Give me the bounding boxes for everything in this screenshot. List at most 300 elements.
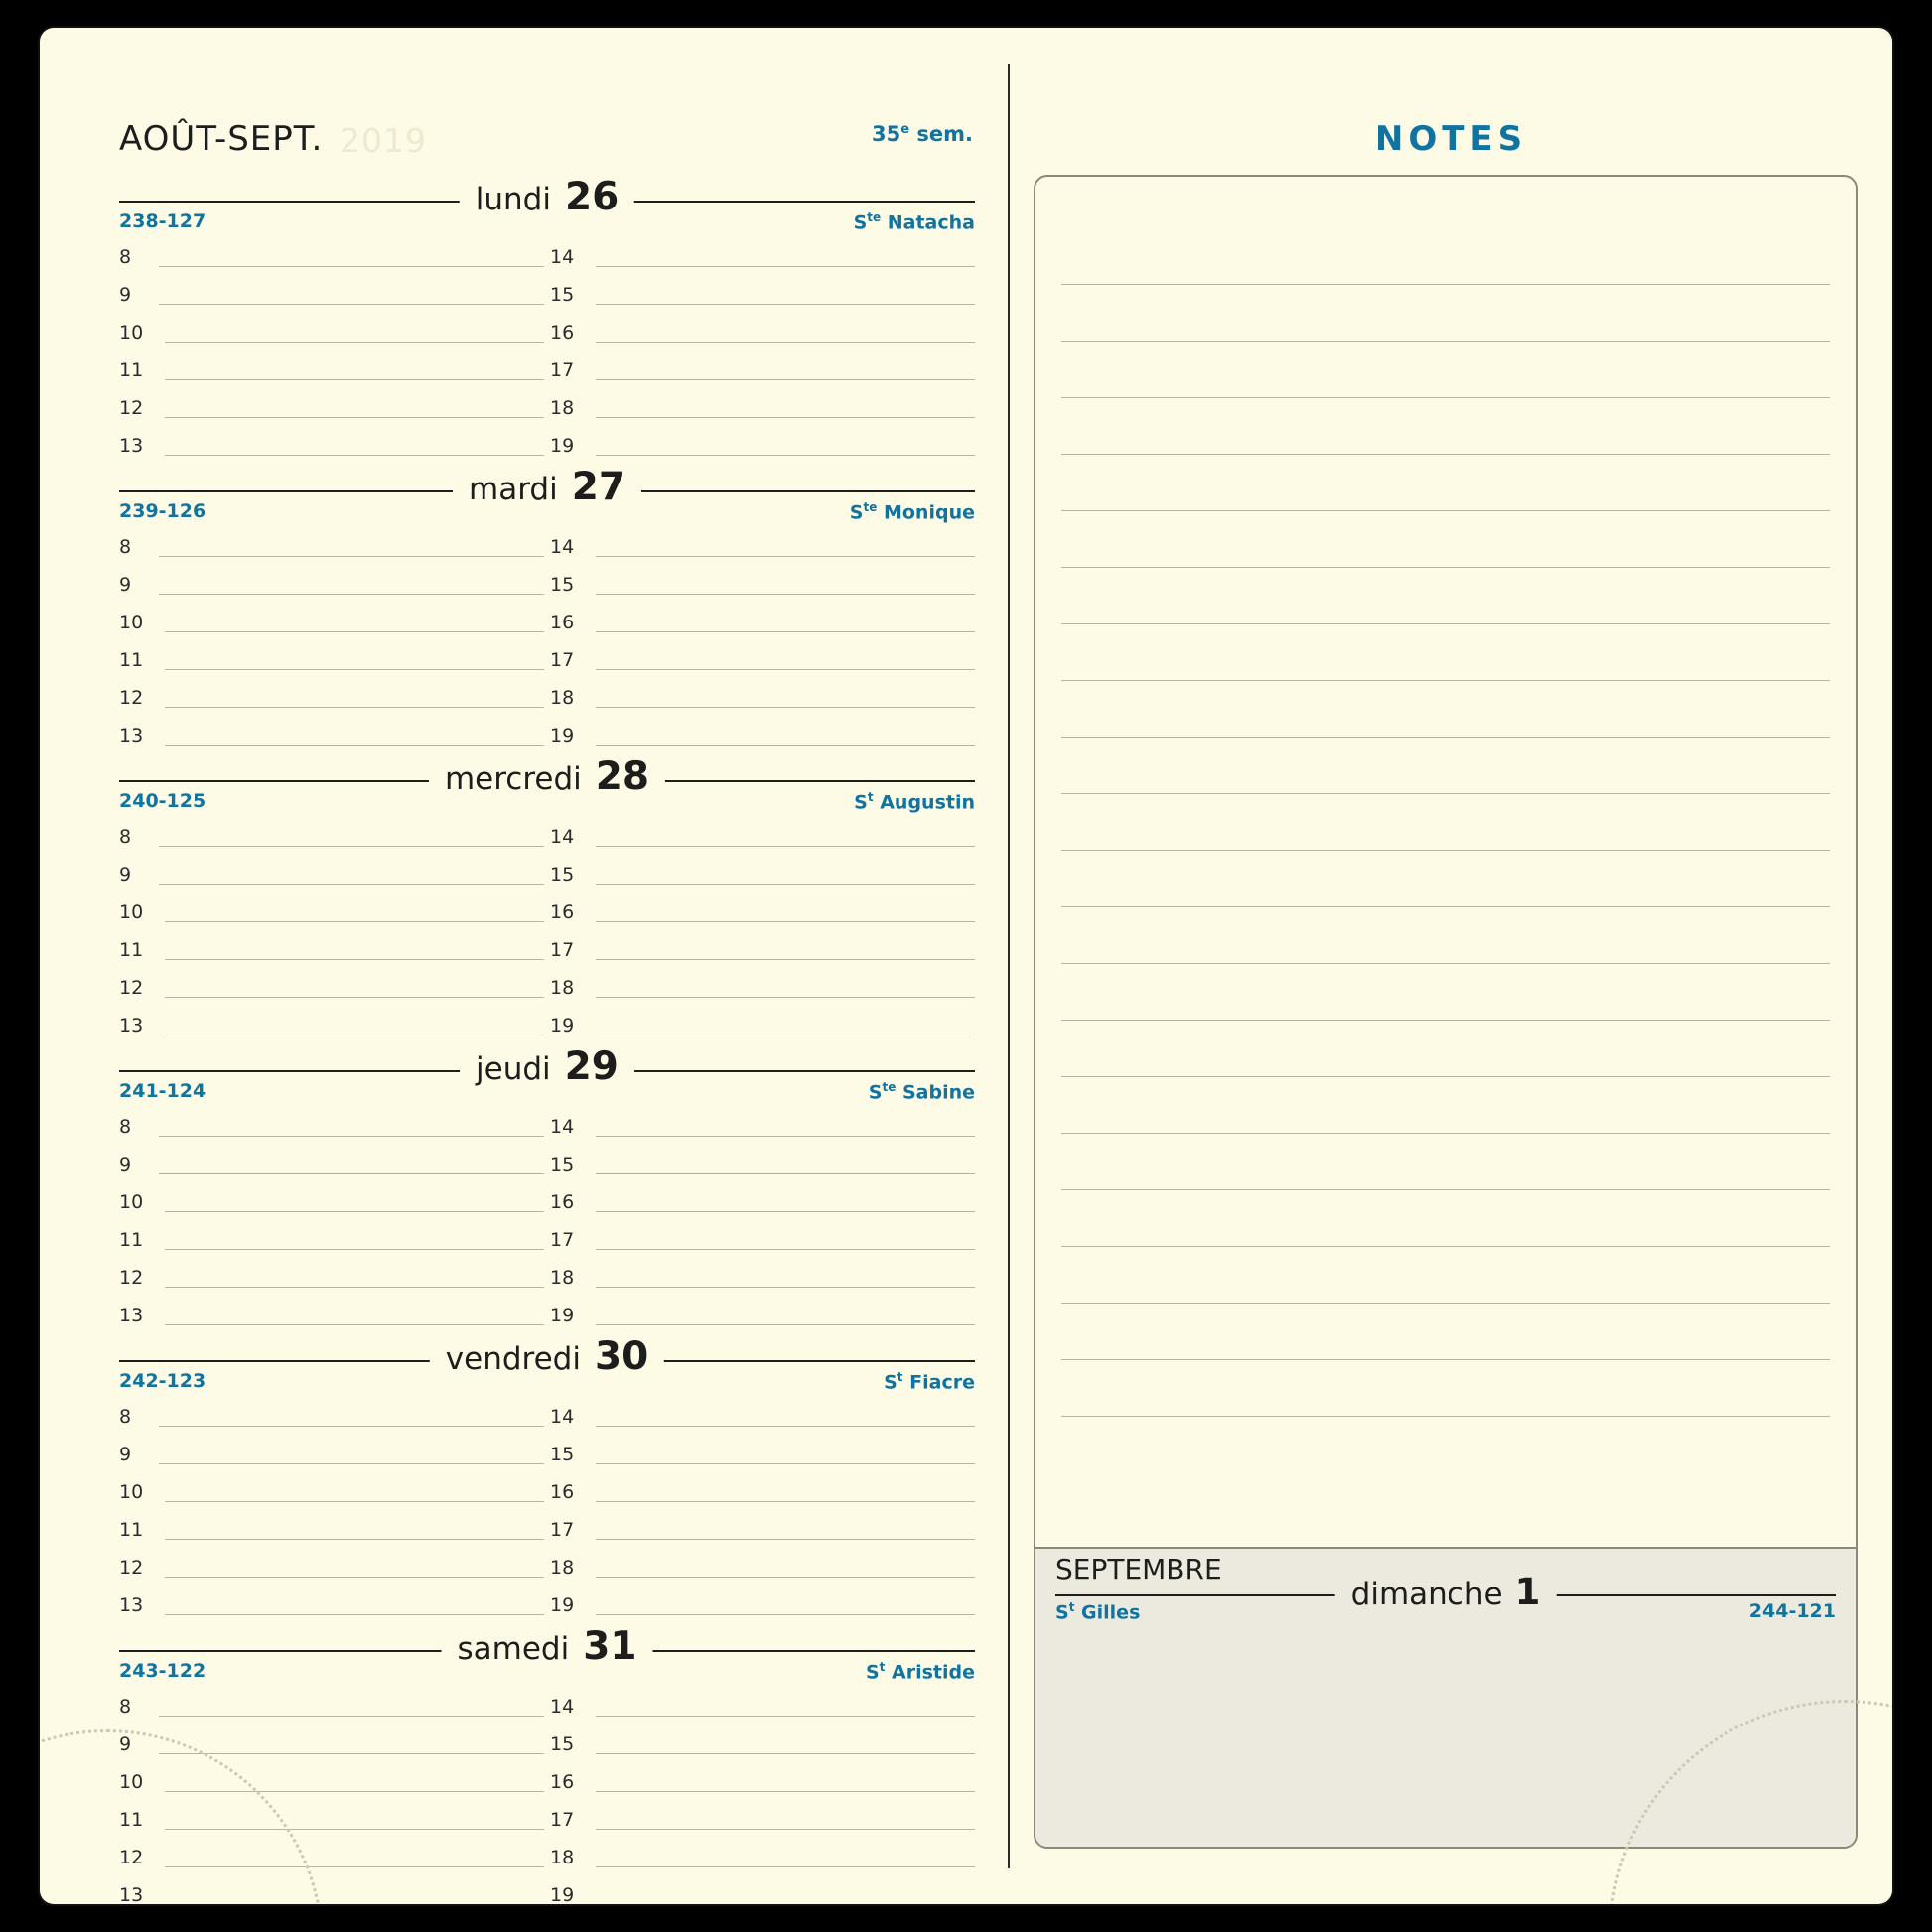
- hour-label: 10: [119, 322, 144, 344]
- week-number-text: 35e sem.: [872, 122, 973, 146]
- hour-row[interactable]: [550, 967, 975, 1005]
- hour-writing-line[interactable]: [159, 556, 544, 557]
- notes-line[interactable]: [1061, 681, 1830, 738]
- hour-writing-line[interactable]: [159, 1426, 544, 1427]
- hour-writing-line[interactable]: [159, 846, 544, 847]
- hour-writing-line[interactable]: [165, 1211, 544, 1212]
- hour-writing-line[interactable]: [596, 1577, 975, 1578]
- hour-row[interactable]: [119, 236, 544, 274]
- hour-label: 18: [550, 1557, 575, 1579]
- hour-row[interactable]: [119, 1837, 544, 1874]
- hour-writing-line[interactable]: [165, 1614, 544, 1615]
- notes-line[interactable]: [1061, 511, 1830, 568]
- hour-row[interactable]: [550, 425, 975, 463]
- hour-label: 16: [550, 1771, 575, 1793]
- hour-row[interactable]: [550, 236, 975, 274]
- day-header: [119, 1334, 975, 1394]
- notes-line[interactable]: [1061, 1021, 1830, 1077]
- day-number: 31: [583, 1624, 637, 1669]
- day-saint: [850, 500, 975, 523]
- saint-name: Augustin: [873, 791, 975, 814]
- hour-writing-line[interactable]: [165, 379, 544, 380]
- hour-row[interactable]: [119, 1295, 544, 1332]
- hour-label: 8: [119, 1406, 132, 1428]
- hour-label: 19: [550, 1015, 575, 1036]
- hour-writing-line[interactable]: [165, 1539, 544, 1540]
- hour-row[interactable]: [550, 274, 975, 312]
- hour-label: 8: [119, 1696, 132, 1718]
- notes-line[interactable]: [1061, 624, 1830, 681]
- hour-writing-line[interactable]: [159, 1753, 544, 1754]
- hour-label: 9: [119, 1733, 132, 1755]
- day-name: samedi: [457, 1631, 570, 1667]
- hour-label: 15: [550, 864, 575, 886]
- hour-writing-line[interactable]: [596, 556, 975, 557]
- hour-label: 8: [119, 826, 132, 848]
- notes-line[interactable]: [1061, 455, 1830, 511]
- hour-row[interactable]: [119, 1874, 544, 1904]
- notes-line[interactable]: [1061, 1134, 1830, 1190]
- hour-label: 11: [119, 1229, 144, 1251]
- saint-name: Aristide: [885, 1661, 975, 1684]
- hour-row[interactable]: [550, 1761, 975, 1799]
- notes-line[interactable]: [1061, 851, 1830, 907]
- hour-label: 16: [550, 1191, 575, 1213]
- saint-prefix: S: [884, 1371, 897, 1394]
- hour-column-right: [550, 1396, 975, 1622]
- hour-writing-line[interactable]: [596, 1463, 975, 1464]
- month-title: AOÛT-SEPT.: [119, 119, 324, 159]
- hour-writing-line[interactable]: [165, 455, 544, 456]
- day-header: [119, 465, 975, 524]
- hour-label: 18: [550, 397, 575, 419]
- day-block: [119, 1334, 975, 1616]
- notes-line[interactable]: [1061, 1190, 1830, 1247]
- day-name-wrap: [460, 175, 634, 219]
- hour-label: 17: [550, 939, 575, 961]
- hour-row[interactable]: [550, 854, 975, 892]
- hour-row[interactable]: [550, 312, 975, 349]
- hour-row[interactable]: [550, 1144, 975, 1181]
- hour-writing-line[interactable]: [159, 1173, 544, 1174]
- hour-row[interactable]: [550, 1106, 975, 1144]
- hour-label: 11: [119, 649, 144, 671]
- day-saint: [854, 790, 975, 813]
- hour-row[interactable]: [550, 892, 975, 929]
- hour-row[interactable]: [550, 1874, 975, 1904]
- hour-label: 12: [119, 687, 144, 709]
- hour-row[interactable]: [550, 602, 975, 639]
- hour-row[interactable]: [119, 1106, 544, 1144]
- hour-label: 14: [550, 1696, 575, 1718]
- day-code: 243-122: [119, 1660, 207, 1682]
- hour-writing-line[interactable]: [165, 631, 544, 632]
- hour-label: 19: [550, 725, 575, 747]
- hour-label: 11: [119, 1809, 144, 1831]
- sunday-name: dimanche: [1350, 1577, 1503, 1612]
- notes-line[interactable]: [1061, 228, 1830, 285]
- hour-label: 12: [119, 1267, 144, 1289]
- saint-name: Natacha: [881, 211, 975, 234]
- day-name-wrap: [460, 1044, 634, 1089]
- day-saint: [884, 1370, 975, 1393]
- day-saint: [854, 210, 975, 233]
- hour-writing-line[interactable]: [159, 304, 544, 305]
- hour-writing-line[interactable]: [596, 304, 975, 305]
- hour-row[interactable]: [119, 425, 544, 463]
- hour-writing-line[interactable]: [159, 594, 544, 595]
- hour-label: 15: [550, 1444, 575, 1465]
- hour-row[interactable]: [119, 1219, 544, 1257]
- notes-lines[interactable]: [1061, 228, 1830, 1417]
- hour-row[interactable]: [119, 967, 544, 1005]
- hour-writing-line[interactable]: [165, 997, 544, 998]
- hour-writing-line[interactable]: [596, 1249, 975, 1250]
- hour-writing-line[interactable]: [165, 1866, 544, 1867]
- hour-row[interactable]: [119, 1585, 544, 1622]
- day-header: [119, 755, 975, 814]
- hour-writing-line[interactable]: [596, 1173, 975, 1174]
- day-name: mardi: [469, 472, 558, 507]
- hour-row[interactable]: [550, 349, 975, 387]
- hour-label: 17: [550, 1809, 575, 1831]
- notes-box[interactable]: [1034, 175, 1858, 1849]
- right-page: [1010, 28, 1892, 1904]
- day-block: [119, 1044, 975, 1326]
- notes-line[interactable]: [1061, 1077, 1830, 1134]
- day-code: 239-126: [119, 500, 207, 522]
- hour-label: 13: [119, 1884, 144, 1904]
- saint-prefix: S: [865, 1661, 880, 1684]
- day-number: 26: [564, 175, 620, 219]
- hour-label: 11: [119, 359, 144, 381]
- hour-row[interactable]: [119, 1547, 544, 1585]
- hour-writing-line[interactable]: [159, 1716, 544, 1717]
- hour-label: 13: [119, 1594, 144, 1616]
- sunday-name-wrap: [1335, 1571, 1557, 1613]
- hour-writing-line[interactable]: [596, 669, 975, 670]
- left-page: [40, 28, 1008, 1904]
- hour-label: 10: [119, 1191, 144, 1213]
- hour-row[interactable]: [119, 526, 544, 564]
- hour-writing-line[interactable]: [596, 1426, 975, 1427]
- hour-row[interactable]: [119, 1396, 544, 1434]
- hour-row[interactable]: [119, 1686, 544, 1724]
- hour-writing-line[interactable]: [596, 846, 975, 847]
- hour-label: 18: [550, 1847, 575, 1868]
- hour-row[interactable]: [550, 1686, 975, 1724]
- week-number: [872, 122, 973, 146]
- hour-column-left: [119, 236, 544, 463]
- hour-row[interactable]: [119, 1509, 544, 1547]
- hour-writing-line[interactable]: [596, 707, 975, 708]
- day-name-wrap: [453, 465, 641, 509]
- sunday-saint-sup: t: [1068, 1600, 1075, 1614]
- day-block: [119, 465, 975, 747]
- hour-label: 14: [550, 1116, 575, 1138]
- hour-writing-line[interactable]: [165, 1829, 544, 1830]
- notes-line[interactable]: [1061, 1304, 1830, 1360]
- hour-row[interactable]: [119, 816, 544, 854]
- notes-line[interactable]: [1061, 342, 1830, 398]
- day-number: 29: [564, 1044, 619, 1089]
- hour-label: 12: [119, 977, 144, 999]
- hour-label: 16: [550, 901, 575, 923]
- notes-line[interactable]: [1061, 1360, 1830, 1417]
- hour-label: 13: [119, 435, 144, 457]
- day-number: 27: [571, 465, 625, 509]
- saint-prefix: S: [853, 211, 868, 234]
- hour-row[interactable]: [119, 564, 544, 602]
- day-code: 241-124: [119, 1080, 207, 1102]
- hour-writing-line[interactable]: [596, 342, 975, 343]
- hour-row[interactable]: [550, 1471, 975, 1509]
- hour-writing-line[interactable]: [596, 745, 975, 746]
- hour-row[interactable]: [550, 526, 975, 564]
- hour-row[interactable]: [550, 1219, 975, 1257]
- notes-line[interactable]: [1061, 794, 1830, 851]
- hour-writing-line[interactable]: [159, 884, 544, 885]
- hour-row[interactable]: [119, 1005, 544, 1042]
- hour-label: 17: [550, 1229, 575, 1251]
- hour-writing-line[interactable]: [596, 1866, 975, 1867]
- notes-line[interactable]: [1061, 398, 1830, 455]
- saint-name: Sabine: [896, 1081, 975, 1104]
- hour-label: 9: [119, 1444, 132, 1465]
- hour-label: 10: [119, 612, 144, 633]
- hour-row[interactable]: [119, 602, 544, 639]
- hour-row[interactable]: [550, 715, 975, 753]
- day-name-wrap: [429, 755, 665, 799]
- page-header: [119, 119, 973, 181]
- hour-writing-line[interactable]: [596, 1136, 975, 1137]
- hour-label: 9: [119, 284, 132, 306]
- hour-writing-line[interactable]: [596, 1501, 975, 1502]
- day-code: 240-125: [119, 790, 207, 812]
- day-name-wrap: [442, 1624, 653, 1669]
- hour-row[interactable]: [119, 1434, 544, 1471]
- hour-label: 19: [550, 1305, 575, 1326]
- hour-label: 13: [119, 1015, 144, 1036]
- hour-row[interactable]: [550, 1724, 975, 1761]
- hour-writing-line[interactable]: [165, 707, 544, 708]
- hour-label: 14: [550, 246, 575, 268]
- hour-label: 14: [550, 536, 575, 558]
- hour-writing-line[interactable]: [596, 1614, 975, 1615]
- hour-writing-line[interactable]: [596, 1539, 975, 1540]
- notes-line[interactable]: [1061, 907, 1830, 964]
- hour-row[interactable]: [550, 1181, 975, 1219]
- hour-column-left: [119, 1396, 544, 1622]
- hour-writing-line[interactable]: [159, 1463, 544, 1464]
- hour-writing-line[interactable]: [596, 379, 975, 380]
- day-name: lundi: [475, 182, 551, 217]
- hour-row[interactable]: [550, 677, 975, 715]
- hour-label: 15: [550, 574, 575, 596]
- hour-writing-line[interactable]: [165, 1577, 544, 1578]
- saint-prefix: S: [849, 501, 864, 524]
- hour-label: 9: [119, 1154, 132, 1175]
- hour-label: 10: [119, 1481, 144, 1503]
- hour-writing-line[interactable]: [596, 631, 975, 632]
- hour-row[interactable]: [550, 564, 975, 602]
- saint-sup: te: [867, 210, 882, 224]
- hour-writing-line[interactable]: [159, 1136, 544, 1137]
- hour-row[interactable]: [119, 1761, 544, 1799]
- hour-writing-line[interactable]: [165, 1501, 544, 1502]
- hour-row[interactable]: [550, 1799, 975, 1837]
- hour-row[interactable]: [119, 1257, 544, 1295]
- hour-writing-line[interactable]: [165, 1287, 544, 1288]
- hour-row[interactable]: [550, 1434, 975, 1471]
- hour-row[interactable]: [550, 1005, 975, 1042]
- notes-line[interactable]: [1061, 1247, 1830, 1304]
- day-code: 242-123: [119, 1370, 207, 1392]
- hour-writing-line[interactable]: [596, 417, 975, 418]
- hour-row[interactable]: [550, 1837, 975, 1874]
- hour-row[interactable]: [550, 1396, 975, 1434]
- hour-writing-line[interactable]: [165, 417, 544, 418]
- saint-sup: te: [863, 500, 878, 514]
- hour-writing-line[interactable]: [596, 959, 975, 960]
- hour-writing-line[interactable]: [596, 1753, 975, 1754]
- hour-row[interactable]: [550, 1257, 975, 1295]
- hour-label: 16: [550, 322, 575, 344]
- hour-row[interactable]: [550, 1295, 975, 1332]
- day-header: [119, 175, 975, 234]
- hour-row[interactable]: [119, 387, 544, 425]
- notes-line[interactable]: [1061, 964, 1830, 1021]
- hour-writing-line[interactable]: [165, 1791, 544, 1792]
- hour-label: 14: [550, 826, 575, 848]
- hour-row[interactable]: [550, 1547, 975, 1585]
- hour-row[interactable]: [119, 929, 544, 967]
- hour-row[interactable]: [550, 639, 975, 677]
- hour-writing-line[interactable]: [596, 266, 975, 267]
- notes-line[interactable]: [1061, 568, 1830, 624]
- hour-writing-line[interactable]: [596, 997, 975, 998]
- hour-writing-line[interactable]: [165, 669, 544, 670]
- hour-writing-line[interactable]: [165, 1249, 544, 1250]
- hour-label: 16: [550, 612, 575, 633]
- day-saint: [866, 1660, 975, 1683]
- hour-row[interactable]: [119, 1144, 544, 1181]
- hour-label: 9: [119, 864, 132, 886]
- hour-label: 13: [119, 1305, 144, 1326]
- hour-column-left: [119, 816, 544, 1042]
- hour-row[interactable]: [550, 1585, 975, 1622]
- hour-row[interactable]: [119, 639, 544, 677]
- hour-row[interactable]: [119, 1799, 544, 1837]
- hour-column-left: [119, 526, 544, 753]
- hour-label: 12: [119, 1847, 144, 1868]
- hour-writing-line[interactable]: [596, 921, 975, 922]
- hour-label: 18: [550, 1267, 575, 1289]
- hour-row[interactable]: [550, 1509, 975, 1547]
- day-code: 238-127: [119, 210, 207, 232]
- day-name: vendredi: [445, 1341, 581, 1377]
- sunday-daycode: 244-121: [1748, 1600, 1836, 1622]
- hour-label: 11: [119, 939, 144, 961]
- hour-writing-line[interactable]: [596, 884, 975, 885]
- hour-writing-line[interactable]: [596, 1287, 975, 1288]
- hour-row[interactable]: [119, 892, 544, 929]
- hour-row[interactable]: [119, 1181, 544, 1219]
- hour-row[interactable]: [119, 274, 544, 312]
- day-block: [119, 1624, 975, 1904]
- sunday-saint-name: Gilles: [1074, 1601, 1141, 1624]
- hour-label: 10: [119, 1771, 144, 1793]
- hour-writing-line[interactable]: [159, 266, 544, 267]
- hour-column-left: [119, 1106, 544, 1332]
- day-header: [119, 1624, 975, 1684]
- hour-label: 16: [550, 1481, 575, 1503]
- planner-spread: [40, 28, 1892, 1904]
- day-block: [119, 175, 975, 457]
- hour-writing-line[interactable]: [165, 959, 544, 960]
- hour-writing-line[interactable]: [165, 921, 544, 922]
- hour-row[interactable]: [119, 715, 544, 753]
- hour-label: 19: [550, 1884, 575, 1904]
- hour-writing-line[interactable]: [596, 1716, 975, 1717]
- hour-writing-line[interactable]: [596, 455, 975, 456]
- saint-prefix: S: [854, 791, 868, 814]
- year-watermark: 2019: [340, 121, 427, 160]
- sunday-block: [1035, 1547, 1856, 1847]
- hour-label: 19: [550, 1594, 575, 1616]
- hour-writing-line[interactable]: [596, 1829, 975, 1830]
- notes-line[interactable]: [1061, 285, 1830, 342]
- hour-column-right: [550, 236, 975, 463]
- notes-line[interactable]: [1061, 738, 1830, 794]
- hour-row[interactable]: [119, 312, 544, 349]
- day-saint: [869, 1080, 975, 1103]
- hour-row[interactable]: [119, 1724, 544, 1761]
- hour-writing-line[interactable]: [165, 745, 544, 746]
- hour-label: 13: [119, 725, 144, 747]
- hour-label: 10: [119, 901, 144, 923]
- hour-label: 17: [550, 1519, 575, 1541]
- hour-writing-line[interactable]: [596, 1211, 975, 1212]
- notes-title: NOTES: [1374, 119, 1528, 159]
- hour-writing-line[interactable]: [596, 1324, 975, 1325]
- hour-row[interactable]: [550, 929, 975, 967]
- day-name: mercredi: [444, 761, 582, 797]
- hour-label: 11: [119, 1519, 144, 1541]
- saint-sup: t: [879, 1660, 886, 1674]
- hour-row[interactable]: [550, 387, 975, 425]
- saint-name: Monique: [877, 501, 975, 524]
- hour-writing-line[interactable]: [596, 1791, 975, 1792]
- hour-column-right: [550, 1686, 975, 1904]
- hour-row[interactable]: [119, 349, 544, 387]
- hour-writing-line[interactable]: [596, 594, 975, 595]
- day-number: 30: [594, 1334, 649, 1379]
- day-header: [119, 1044, 975, 1104]
- hour-label: 9: [119, 574, 132, 596]
- hour-row[interactable]: [119, 854, 544, 892]
- hour-writing-line[interactable]: [165, 1324, 544, 1325]
- hour-row[interactable]: [550, 816, 975, 854]
- hour-writing-line[interactable]: [165, 342, 544, 343]
- hour-row[interactable]: [119, 1471, 544, 1509]
- hour-label: 17: [550, 359, 575, 381]
- hour-row[interactable]: [119, 677, 544, 715]
- hour-label: 12: [119, 1557, 144, 1579]
- hour-label: 15: [550, 1733, 575, 1755]
- saint-sup: t: [867, 790, 874, 804]
- hour-label: 19: [550, 435, 575, 457]
